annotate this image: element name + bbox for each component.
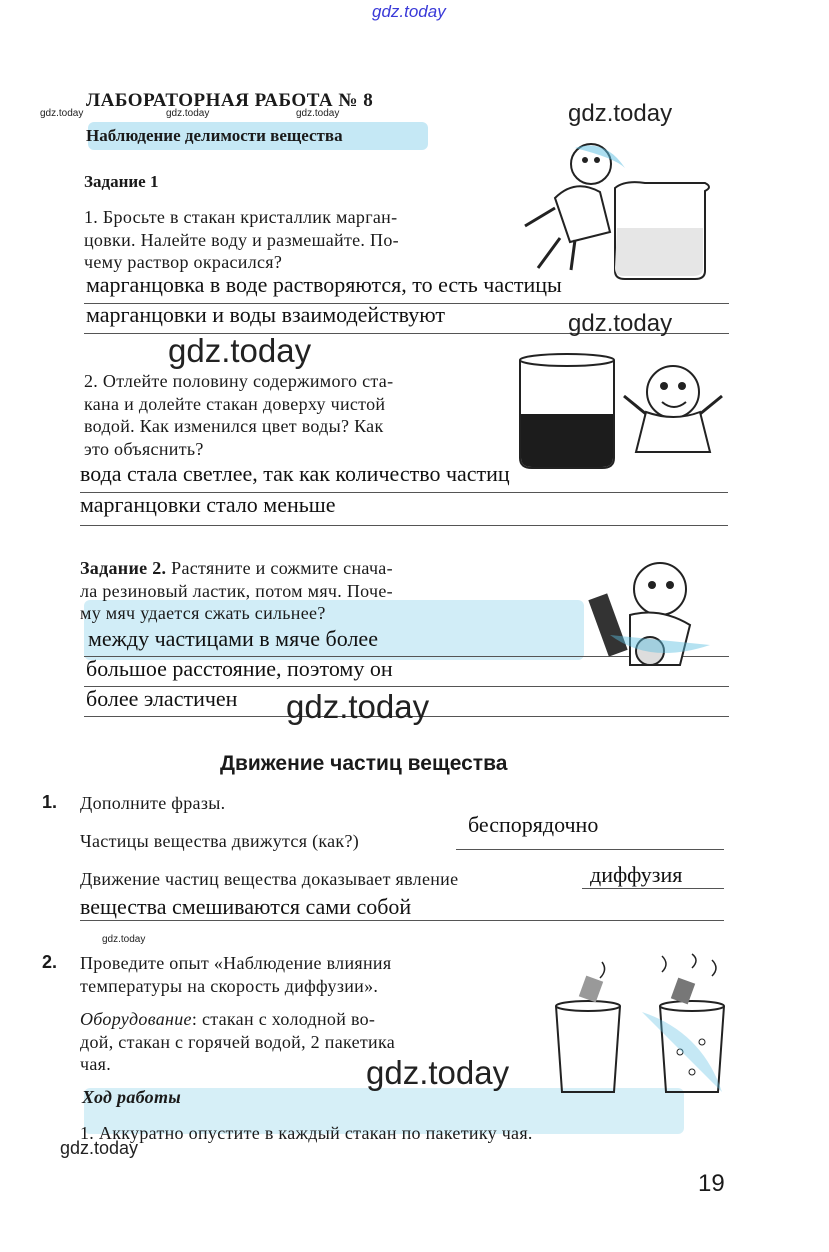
text-line: чему раствор окрасился? bbox=[84, 252, 283, 272]
answer-rule bbox=[456, 849, 724, 850]
answer-line: марганцовки и воды взаимодействуют bbox=[86, 302, 445, 327]
task2-heading: Задание 2. bbox=[80, 558, 167, 578]
item-number: 1. bbox=[42, 792, 58, 812]
lab-title: ЛАБОРАТОРНАЯ РАБОТА № 8 bbox=[86, 90, 374, 111]
fill-answer-3: вещества смешиваются сами собой bbox=[80, 894, 412, 919]
section-heading: Движение частиц вещества bbox=[220, 752, 508, 775]
illustration-kid-squeeze bbox=[590, 555, 720, 675]
item-number: 2. bbox=[42, 952, 58, 972]
fill-prompt-1: Частицы вещества движутся (как?) bbox=[80, 831, 360, 851]
text-line bbox=[80, 1008, 510, 1031]
text-line: му мяч удается сжать сильнее? bbox=[80, 603, 326, 623]
item1-text: Дополните фразы. bbox=[80, 793, 226, 813]
item2-text bbox=[80, 952, 510, 997]
task2-question bbox=[80, 557, 510, 625]
illustration-beaker-dark bbox=[518, 352, 728, 472]
text-fragment: Растяните и сожмите снача- bbox=[171, 558, 393, 578]
top-watermark: gdz.today bbox=[372, 2, 446, 21]
watermark: gdz.today bbox=[60, 1138, 139, 1158]
answer-rule bbox=[582, 888, 724, 889]
answer-line: марганцовка в воде растворяются, то есть частицы bbox=[86, 272, 562, 297]
illustration-kid-beaker bbox=[515, 128, 715, 278]
small-watermark: gdz.today bbox=[166, 108, 210, 119]
text-fragment: : стакан с холодной во- bbox=[191, 1009, 376, 1029]
fill-prompt-2: Движение частиц вещества доказывает явление bbox=[80, 869, 459, 889]
small-watermark: gdz.today bbox=[102, 934, 146, 945]
watermark: gdz.today bbox=[168, 332, 312, 369]
watermark: gdz.today bbox=[568, 100, 673, 127]
task1-q2 bbox=[84, 370, 514, 460]
watermark: gdz.today bbox=[286, 688, 430, 725]
answer-line: между частицами в мяче более bbox=[88, 626, 378, 651]
text-line: 2. Отлейте половину содержимого ста- bbox=[84, 371, 394, 391]
watermark: gdz.today bbox=[366, 1054, 510, 1091]
text-line: 1. Бросьте в стакан кристаллик марган- bbox=[84, 207, 398, 227]
lab-subtitle: Наблюдение делимости вещества bbox=[86, 126, 343, 145]
text-line: ла резиновый ластик, потом мяч. Поче- bbox=[80, 580, 393, 601]
equipment-label: Оборудование bbox=[80, 1009, 192, 1029]
text-line: это объяснить? bbox=[84, 438, 204, 459]
watermark: gdz.today bbox=[568, 310, 673, 337]
text-line: цовки. Налейте воду и размешайте. По- bbox=[84, 229, 399, 250]
answer-rule bbox=[80, 525, 728, 526]
task1-heading: Задание 1 bbox=[84, 172, 159, 191]
page-number: 19 bbox=[698, 1170, 725, 1197]
illustration-tea-glasses bbox=[552, 952, 732, 1102]
text-line: температуры на скорость диффузии». bbox=[80, 975, 379, 996]
small-watermark: gdz.today bbox=[40, 108, 84, 119]
answer-line: большое расстояние, поэтому он bbox=[86, 656, 393, 681]
answer-line: марганцовки стало меньше bbox=[80, 492, 336, 517]
text-line: Проведите опыт «Наблюдение влияния bbox=[80, 953, 392, 973]
progress-heading: Ход работы bbox=[82, 1087, 182, 1107]
text-line: чая. bbox=[80, 1054, 112, 1074]
text-line: дой, стакан с горячей водой, 2 пакетика bbox=[80, 1031, 396, 1052]
text-line bbox=[80, 557, 510, 580]
answer-line: вода стала светлее, так как количество частиц bbox=[80, 461, 510, 486]
small-watermark: gdz.today bbox=[296, 108, 340, 119]
text-line: кана и долейте стакан доверху чистой bbox=[84, 393, 386, 414]
fill-answer-1: беспорядочно bbox=[468, 812, 599, 837]
text-line: водой. Как изменился цвет воды? Как bbox=[84, 416, 384, 436]
answer-rule bbox=[80, 920, 724, 921]
fill-answer-2: диффузия bbox=[590, 862, 683, 887]
answer-line: более эластичен bbox=[86, 686, 238, 711]
step-1: 1. Аккуратно опустите в каждый стакан по пакетику чая. bbox=[80, 1123, 533, 1143]
task1-q1 bbox=[84, 206, 524, 274]
